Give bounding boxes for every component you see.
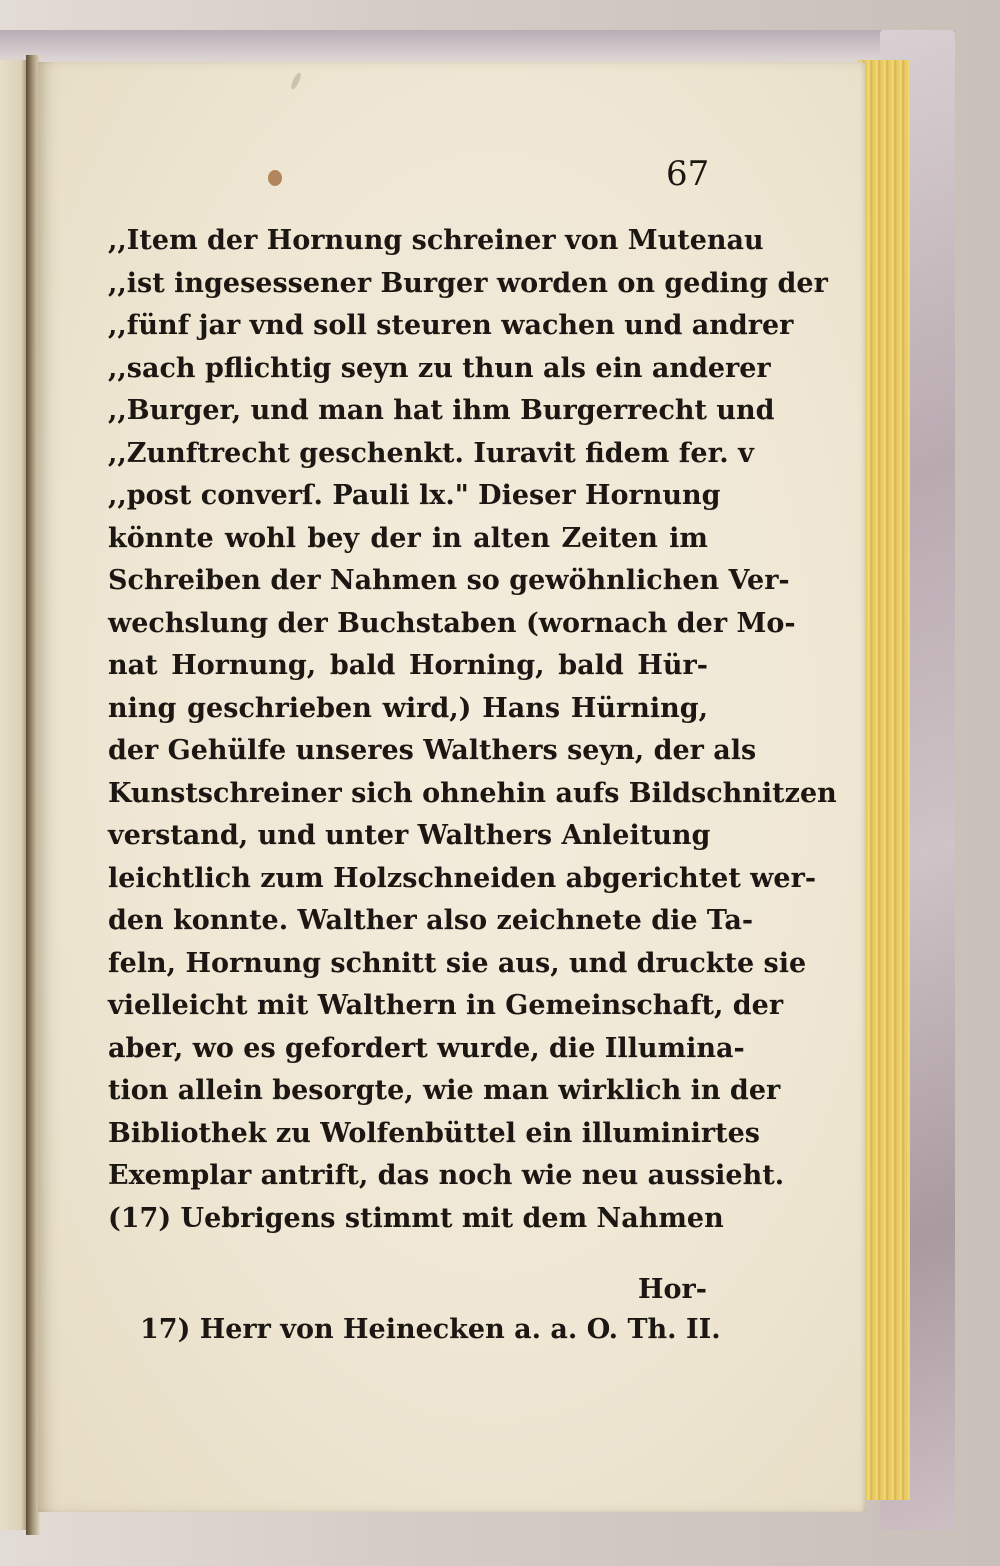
- text-line: könnte wohl bey der in alten Zeiten im: [108, 522, 708, 554]
- text-line: Kunstschreiner sich ohnehin aufs Bildschnitzen: [108, 777, 837, 809]
- footnote: 17) Herr von Heinecken a. a. O. Th. II.: [140, 1314, 721, 1345]
- text-line: verstand, und unter Walthers Anleitung: [108, 820, 711, 851]
- page-number: 67: [666, 154, 710, 194]
- text-line: Schreiben der Nahmen so gewöhnlichen Ver-: [108, 565, 790, 596]
- text-line: den konnte. Walther also zeichnete die Ta-: [108, 905, 754, 936]
- text-line: ,,ist ingesessener Burger worden on geding der: [108, 267, 828, 299]
- text-line: ,,fünf jar vnd soll steuren wachen und andrer: [108, 310, 794, 341]
- book-page: [38, 62, 866, 1512]
- text-line: ,,post converſ. Pauli lx." Dieser Hornung: [108, 480, 721, 511]
- text-line: ,,Item der Hornung schreiner von Mutenau: [108, 225, 764, 256]
- ink-stain: [268, 170, 282, 186]
- paper-mark: [289, 72, 302, 91]
- text-line: Exemplar antrift, das noch wie neu aussieht.: [108, 1160, 785, 1191]
- text-line: ,,Zunftrecht geschenkt. Iuravit fidem fer. v: [108, 437, 754, 469]
- body-text: [108, 220, 837, 1240]
- text-line: ,,Burger, und man hat ihm Burgerrecht und: [108, 395, 775, 426]
- text-line: feln, Hornung schnitt sie aus, und druckte sie: [108, 947, 807, 979]
- catchword: Hor-: [638, 1274, 707, 1305]
- text-line: nat Hornung, bald Horning, bald Hür-: [108, 650, 708, 681]
- text-line: tion allein besorgte, wie man wirklich in der: [108, 1075, 781, 1106]
- text-line: wechslung der Buchstaben (wornach der Mo-: [108, 607, 796, 639]
- text-line: leichtlich zum Holzschneiden abgerichtet wer-: [108, 862, 817, 894]
- text-line: ning geschrieben wird,) Hans Hürning,: [108, 692, 708, 724]
- text-line: der Gehülfe unseres Walthers seyn, der als: [108, 735, 757, 766]
- text-line: (17) Uebrigens stimmt mit dem Nahmen: [108, 1202, 724, 1234]
- text-line: vielleicht mit Walthern in Gemeinschaft, der: [108, 990, 784, 1021]
- text-line: ,,sach pflichtig seyn zu thun als ein anderer: [108, 352, 771, 384]
- text-line: Bibliothek zu Wolfenbüttel ein illuminirtes: [108, 1117, 760, 1149]
- text-line: aber, wo es gefordert wurde, die Illumina-: [108, 1032, 745, 1064]
